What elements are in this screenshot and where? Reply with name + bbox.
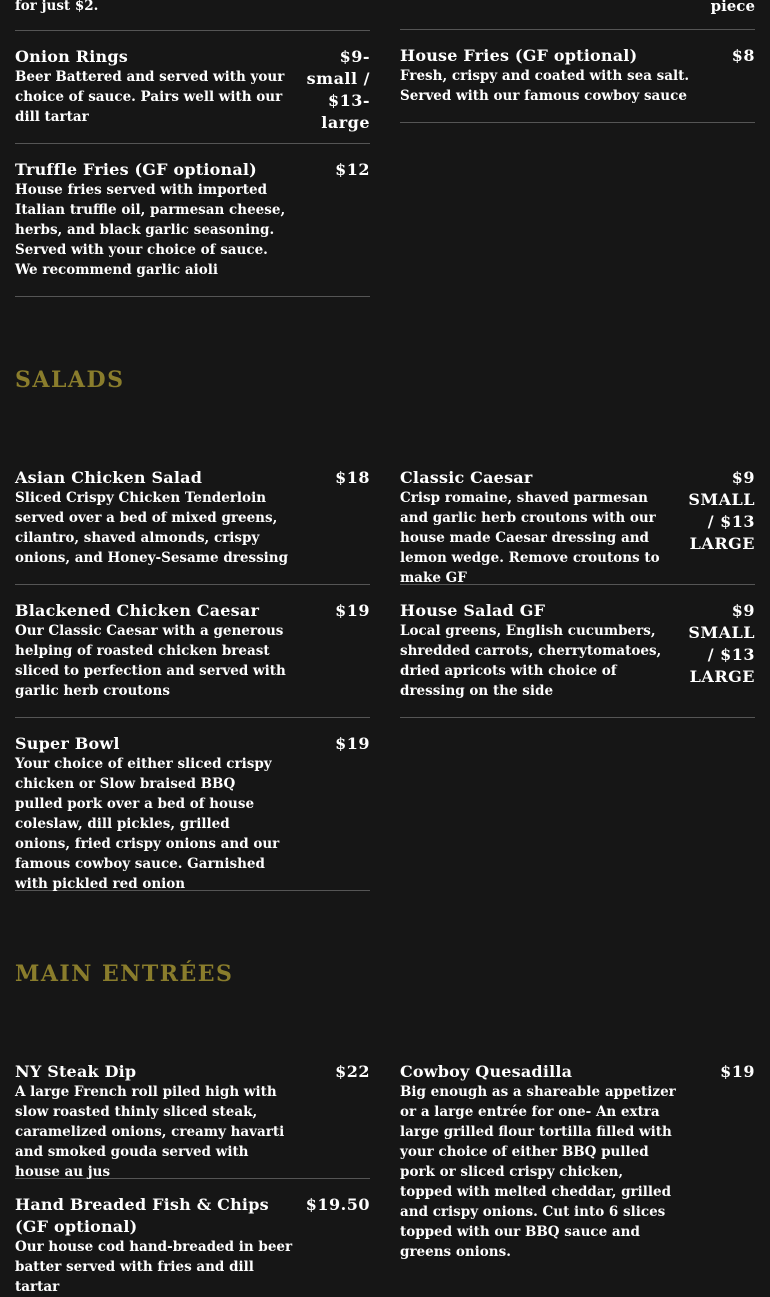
item-price: $19: [720, 1062, 755, 1081]
item-name: NY Steak Dip: [15, 1062, 137, 1081]
menu-item-fish-and-chips: [15, 1194, 370, 1295]
item-price: $9 SMALL / $13 LARGE: [688, 601, 755, 686]
item-price: $8: [731, 46, 755, 65]
divider: [400, 29, 755, 30]
item-name: Cowboy Quesadilla: [400, 1062, 573, 1081]
menu-item-classic-caesar: [400, 467, 755, 585]
item-price: $19: [335, 734, 370, 753]
section-title-main-entrees: MAIN ENTRÉES: [15, 961, 234, 987]
item-name: Super Bowl: [15, 734, 120, 753]
item-price: $22: [335, 1062, 370, 1081]
item-price-fragment: piece: [710, 0, 755, 15]
section-title-salads: SALADS: [15, 367, 125, 393]
item-name: Truffle Fries (GF optional): [15, 160, 257, 179]
item-description: Your choice of either sliced crispy chicken or Slow braised BBQ pulled pork over a bed of house coleslaw, dill pickles, grilled onions, fried crispy onions and our famous cowboy sauce. Garnished with pickled red onion: [15, 756, 280, 892]
item-description: Our house cod hand-breaded in beer batter served with fries and dill tartar: [15, 1239, 293, 1295]
item-description: House fries served with imported Italian truffle oil, parmesan cheese, herbs, and black garlic seasoning. Served with your choice of sauce. We recommend garlic aioli: [15, 182, 286, 278]
menu-item-asian-chicken-salad: [15, 467, 370, 585]
item-name: Onion Rings: [15, 47, 128, 66]
item-price: $19: [335, 601, 370, 620]
item-description: Crisp romaine, shaved parmesan and garlic herb croutons with our house made Caesar dressing and lemon wedge. Remove croutons to make GF: [400, 490, 660, 586]
item-price: $12: [335, 160, 370, 179]
item-description: Big enough as a shareable appetizer or a large entrée for one- An extra large grilled flour tortilla filled with your choice of either BBQ pulled pork or sliced crispy chicken, topped with melted cheddar, grilled and crispy onions. Cut into 6 slices topped with our BBQ sauce and greens onions.: [400, 1084, 676, 1260]
menu-item-truffle-fries: [15, 159, 370, 297]
item-price: $19.50: [305, 1195, 370, 1214]
menu-item-blackened-chicken-caesar: [15, 600, 370, 718]
item-price: $9 SMALL / $13 LARGE: [688, 468, 755, 553]
item-description: Our Classic Caesar with a generous helping of roasted chicken breast sliced to perfection and served with garlic herb croutons: [15, 623, 286, 699]
item-desc-fragment: for just $2.: [15, 0, 99, 14]
item-price: $18: [335, 468, 370, 487]
item-name: House Fries (GF optional): [400, 46, 638, 65]
item-description: Fresh, crispy and coated with sea salt. Served with our famous cowboy sauce: [400, 68, 690, 104]
item-name: Asian Chicken Salad: [15, 468, 203, 487]
menu-item-cowboy-quesadilla: [400, 1061, 755, 1260]
menu-item-ny-steak-dip: [15, 1061, 370, 1179]
menu-item-super-bowl: [15, 733, 370, 891]
item-price: $9-small / $13-large: [306, 47, 370, 132]
menu-item-house-salad: [400, 600, 755, 718]
item-name: House Salad GF: [400, 601, 546, 620]
item-description: Local greens, English cucumbers, shredded carrots, cherrytomatoes, dried apricots with choice of dressing on the side: [400, 623, 662, 699]
menu-item-onion-rings: [15, 46, 370, 144]
item-name: Classic Caesar: [400, 468, 533, 487]
divider: [15, 30, 370, 31]
item-name: Hand Breaded Fish & Chips (GF optional): [15, 1195, 269, 1236]
item-description: Beer Battered and served with your choice of sauce. Pairs well with our dill tartar: [15, 69, 285, 125]
item-name: Blackened Chicken Caesar: [15, 601, 260, 620]
menu-item-house-fries: [400, 45, 755, 123]
item-description: A large French roll piled high with slow roasted thinly sliced steak, caramelized onions, creamy havarti and smoked gouda served with house au jus: [15, 1084, 285, 1180]
item-description: Sliced Crispy Chicken Tenderloin served over a bed of mixed greens, cilantro, shaved almonds, crispy onions, and Honey-Sesame dressing: [15, 490, 289, 566]
